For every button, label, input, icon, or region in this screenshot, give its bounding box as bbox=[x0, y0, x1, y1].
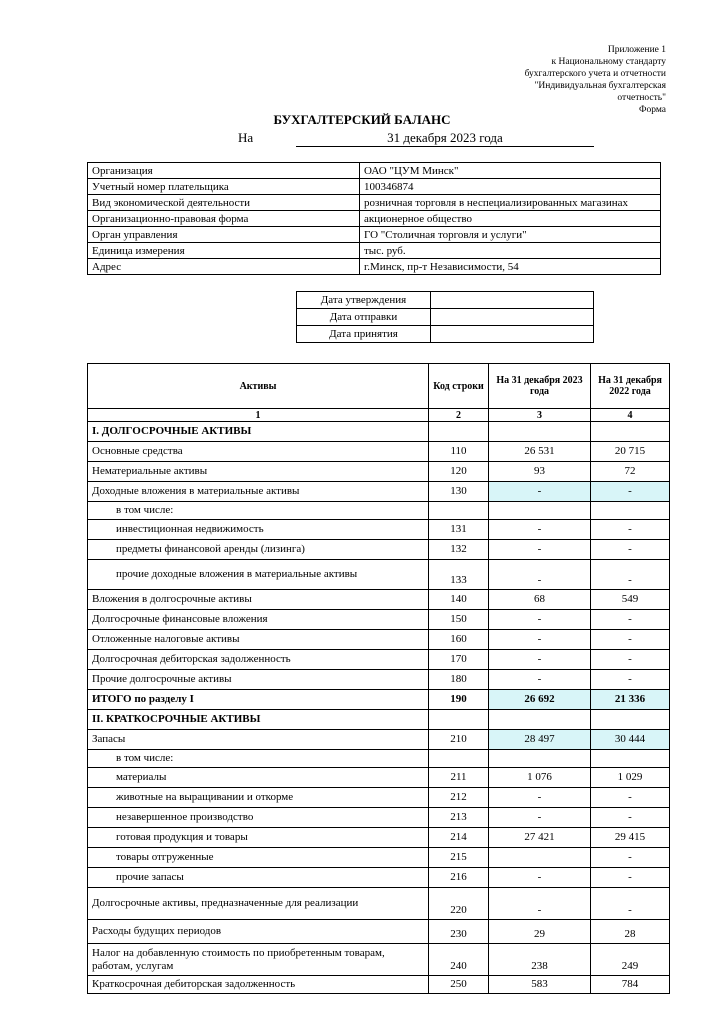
row-code: 220 bbox=[429, 888, 489, 920]
row-label: в том числе: bbox=[88, 750, 429, 768]
value-2023: 29 bbox=[489, 920, 591, 944]
appendix-line: "Индивидуальная бухгалтерская bbox=[534, 81, 666, 91]
row-label: незавершенное производство bbox=[88, 808, 429, 828]
table-row bbox=[88, 690, 670, 710]
value-2022: - bbox=[591, 520, 670, 540]
value-2023: - bbox=[489, 808, 591, 828]
value-2023 bbox=[489, 710, 591, 730]
value-2022: - bbox=[591, 868, 670, 888]
row-label: Долгосрочная дебиторская задолженность bbox=[88, 650, 429, 670]
info-row bbox=[88, 227, 661, 243]
value-2023: 26 531 bbox=[489, 442, 591, 462]
value-2022 bbox=[591, 502, 670, 520]
date-prefix: На bbox=[238, 130, 254, 145]
column-number-row bbox=[88, 409, 670, 422]
row-code bbox=[429, 750, 489, 768]
info-label: Орган управления bbox=[88, 227, 360, 243]
value-2023 bbox=[489, 750, 591, 768]
table-row bbox=[88, 750, 670, 768]
table-row bbox=[88, 828, 670, 848]
appendix-note bbox=[406, 44, 666, 116]
row-label: животные на выращивании и откорме bbox=[88, 788, 429, 808]
row-code: 160 bbox=[429, 630, 489, 650]
date-label: Дата отправки bbox=[297, 309, 431, 326]
date-label: Дата принятия bbox=[297, 326, 431, 343]
value-2022: 28 bbox=[591, 920, 670, 944]
row-code bbox=[429, 422, 489, 442]
appendix-line: бухгалтерского учета и отчетности bbox=[524, 69, 666, 79]
info-row bbox=[88, 195, 661, 211]
date-value bbox=[431, 326, 594, 343]
info-label: Единица измерения bbox=[88, 243, 360, 259]
header-assets: Активы bbox=[88, 364, 429, 409]
value-2023: 238 bbox=[489, 944, 591, 976]
report-date-row bbox=[0, 130, 724, 148]
value-2023 bbox=[489, 422, 591, 442]
table-row bbox=[88, 422, 670, 442]
table-row bbox=[88, 610, 670, 630]
row-label: Налог на добавленную стоимость по приобретенным товарам, работам, услугам bbox=[88, 944, 429, 976]
row-label: прочие доходные вложения в материальные активы bbox=[88, 560, 429, 590]
balance-rows bbox=[88, 422, 670, 994]
row-label: материалы bbox=[88, 768, 429, 788]
row-code: 132 bbox=[429, 540, 489, 560]
column-number: 1 bbox=[88, 409, 429, 422]
row-label: II. КРАТКОСРОЧНЫЕ АКТИВЫ bbox=[88, 710, 429, 730]
value-2023 bbox=[489, 502, 591, 520]
date-value bbox=[431, 309, 594, 326]
header-row bbox=[88, 364, 670, 409]
value-2023 bbox=[489, 848, 591, 868]
row-label: Краткосрочная дебиторская задолженность bbox=[88, 976, 429, 994]
value-2022: - bbox=[591, 848, 670, 868]
row-label: Основные средства bbox=[88, 442, 429, 462]
row-code: 215 bbox=[429, 848, 489, 868]
value-2023: 583 bbox=[489, 976, 591, 994]
info-value: г.Минск, пр-т Независимости, 54 bbox=[360, 259, 661, 275]
value-2023: - bbox=[489, 630, 591, 650]
row-code: 213 bbox=[429, 808, 489, 828]
approval-dates-table bbox=[296, 291, 594, 343]
value-2022: 30 444 bbox=[591, 730, 670, 750]
appendix-line: к Национальному стандарту bbox=[551, 57, 666, 67]
value-2023: - bbox=[489, 610, 591, 630]
value-2022: 784 bbox=[591, 976, 670, 994]
row-code: 216 bbox=[429, 868, 489, 888]
table-row bbox=[88, 976, 670, 994]
table-row bbox=[88, 560, 670, 590]
info-row bbox=[88, 259, 661, 275]
organization-info-table bbox=[87, 162, 661, 275]
row-code: 240 bbox=[429, 944, 489, 976]
table-row bbox=[88, 482, 670, 502]
row-code bbox=[429, 710, 489, 730]
header-2022: На 31 декабря 2022 года bbox=[591, 364, 670, 409]
value-2023: 1 076 bbox=[489, 768, 591, 788]
value-2023: - bbox=[489, 888, 591, 920]
row-label: Прочие долгосрочные активы bbox=[88, 670, 429, 690]
value-2022: - bbox=[591, 808, 670, 828]
table-row bbox=[88, 502, 670, 520]
row-code: 133 bbox=[429, 560, 489, 590]
row-label: Доходные вложения в материальные активы bbox=[88, 482, 429, 502]
info-label: Вид экономической деятельности bbox=[88, 195, 360, 211]
value-2022: - bbox=[591, 560, 670, 590]
table-row bbox=[88, 630, 670, 650]
report-date: 31 декабря 2023 года bbox=[296, 130, 594, 147]
date-label: Дата утверждения bbox=[297, 292, 431, 309]
table-row bbox=[88, 670, 670, 690]
row-label: Запасы bbox=[88, 730, 429, 750]
date-row bbox=[297, 326, 594, 343]
table-row bbox=[88, 730, 670, 750]
table-row bbox=[88, 868, 670, 888]
info-label: Организация bbox=[88, 163, 360, 179]
row-code: 140 bbox=[429, 590, 489, 610]
info-value: тыс. руб. bbox=[360, 243, 661, 259]
row-label: готовая продукция и товары bbox=[88, 828, 429, 848]
header-2023: На 31 декабря 2023 года bbox=[489, 364, 591, 409]
row-label: Вложения в долгосрочные активы bbox=[88, 590, 429, 610]
value-2023: 26 692 bbox=[489, 690, 591, 710]
value-2022: 21 336 bbox=[591, 690, 670, 710]
value-2022: - bbox=[591, 610, 670, 630]
info-value: ОАО "ЦУМ Минск" bbox=[360, 163, 661, 179]
value-2022: 1 029 bbox=[591, 768, 670, 788]
value-2022: - bbox=[591, 788, 670, 808]
table-row bbox=[88, 590, 670, 610]
info-row bbox=[88, 243, 661, 259]
row-label: прочие запасы bbox=[88, 868, 429, 888]
table-row bbox=[88, 944, 670, 976]
row-label: Нематериальные активы bbox=[88, 462, 429, 482]
row-label: товары отгруженные bbox=[88, 848, 429, 868]
value-2023: 68 bbox=[489, 590, 591, 610]
date-value bbox=[431, 292, 594, 309]
info-row bbox=[88, 163, 661, 179]
table-row bbox=[88, 768, 670, 788]
value-2023: - bbox=[489, 670, 591, 690]
value-2022: 549 bbox=[591, 590, 670, 610]
document-title: БУХГАЛТЕРСКИЙ БАЛАНС bbox=[273, 112, 451, 127]
table-row bbox=[88, 710, 670, 730]
appendix-line: отчетность" bbox=[617, 93, 666, 103]
value-2022 bbox=[591, 422, 670, 442]
row-code: 210 bbox=[429, 730, 489, 750]
value-2022: 249 bbox=[591, 944, 670, 976]
appendix-line: Форма bbox=[638, 105, 666, 115]
value-2022 bbox=[591, 750, 670, 768]
row-code: 211 bbox=[429, 768, 489, 788]
info-label: Учетный номер плательщика bbox=[88, 179, 360, 195]
table-row bbox=[88, 920, 670, 944]
row-code: 170 bbox=[429, 650, 489, 670]
appendix-line: Приложение 1 bbox=[607, 45, 666, 55]
info-row bbox=[88, 179, 661, 195]
row-label: Долгосрочные активы, предназначенные для реализации bbox=[88, 888, 429, 920]
table-row bbox=[88, 442, 670, 462]
row-label: Долгосрочные финансовые вложения bbox=[88, 610, 429, 630]
info-value: розничная торговля в неспециализированных магазинах bbox=[360, 195, 661, 211]
row-label: Расходы будущих периодов bbox=[88, 920, 429, 944]
row-code: 110 bbox=[429, 442, 489, 462]
value-2022: - bbox=[591, 630, 670, 650]
value-2023: - bbox=[489, 482, 591, 502]
info-value: ГО "Столичная торговля и услуги" bbox=[360, 227, 661, 243]
value-2022: - bbox=[591, 482, 670, 502]
info-value: 100346874 bbox=[360, 179, 661, 195]
column-number: 4 bbox=[591, 409, 670, 422]
row-code: 214 bbox=[429, 828, 489, 848]
row-code: 212 bbox=[429, 788, 489, 808]
value-2022: - bbox=[591, 540, 670, 560]
info-row bbox=[88, 211, 661, 227]
row-label: Отложенные налоговые активы bbox=[88, 630, 429, 650]
value-2023: - bbox=[489, 560, 591, 590]
value-2023: - bbox=[489, 788, 591, 808]
row-code: 190 bbox=[429, 690, 489, 710]
row-label: предметы финансовой аренды (лизинга) bbox=[88, 540, 429, 560]
column-number: 3 bbox=[489, 409, 591, 422]
row-code: 250 bbox=[429, 976, 489, 994]
table-row bbox=[88, 888, 670, 920]
info-label: Адрес bbox=[88, 259, 360, 275]
value-2022: 72 bbox=[591, 462, 670, 482]
row-label: инвестиционная недвижимость bbox=[88, 520, 429, 540]
header-code: Код строки bbox=[429, 364, 489, 409]
table-row bbox=[88, 808, 670, 828]
row-label: в том числе: bbox=[88, 502, 429, 520]
table-row bbox=[88, 848, 670, 868]
row-label: I. ДОЛГОСРОЧНЫЕ АКТИВЫ bbox=[88, 422, 429, 442]
table-row bbox=[88, 540, 670, 560]
value-2022: - bbox=[591, 888, 670, 920]
row-label: ИТОГО по разделу I bbox=[88, 690, 429, 710]
value-2022 bbox=[591, 710, 670, 730]
row-code: 131 bbox=[429, 520, 489, 540]
value-2022: - bbox=[591, 670, 670, 690]
value-2022: 20 715 bbox=[591, 442, 670, 462]
value-2023: - bbox=[489, 540, 591, 560]
table-row bbox=[88, 650, 670, 670]
value-2023: - bbox=[489, 868, 591, 888]
value-2023: - bbox=[489, 520, 591, 540]
info-value: акционерное общество bbox=[360, 211, 661, 227]
row-code: 180 bbox=[429, 670, 489, 690]
value-2023: 93 bbox=[489, 462, 591, 482]
value-2023: - bbox=[489, 650, 591, 670]
value-2023: 28 497 bbox=[489, 730, 591, 750]
row-code: 120 bbox=[429, 462, 489, 482]
row-code: 150 bbox=[429, 610, 489, 630]
value-2022: 29 415 bbox=[591, 828, 670, 848]
table-row bbox=[88, 788, 670, 808]
info-label: Организационно-правовая форма bbox=[88, 211, 360, 227]
table-row bbox=[88, 462, 670, 482]
value-2023: 27 421 bbox=[489, 828, 591, 848]
balance-sheet-table bbox=[87, 363, 670, 994]
row-code bbox=[429, 502, 489, 520]
table-row bbox=[88, 520, 670, 540]
value-2022: - bbox=[591, 650, 670, 670]
row-code: 130 bbox=[429, 482, 489, 502]
row-code: 230 bbox=[429, 920, 489, 944]
date-row bbox=[297, 292, 594, 309]
column-number: 2 bbox=[429, 409, 489, 422]
date-row bbox=[297, 309, 594, 326]
